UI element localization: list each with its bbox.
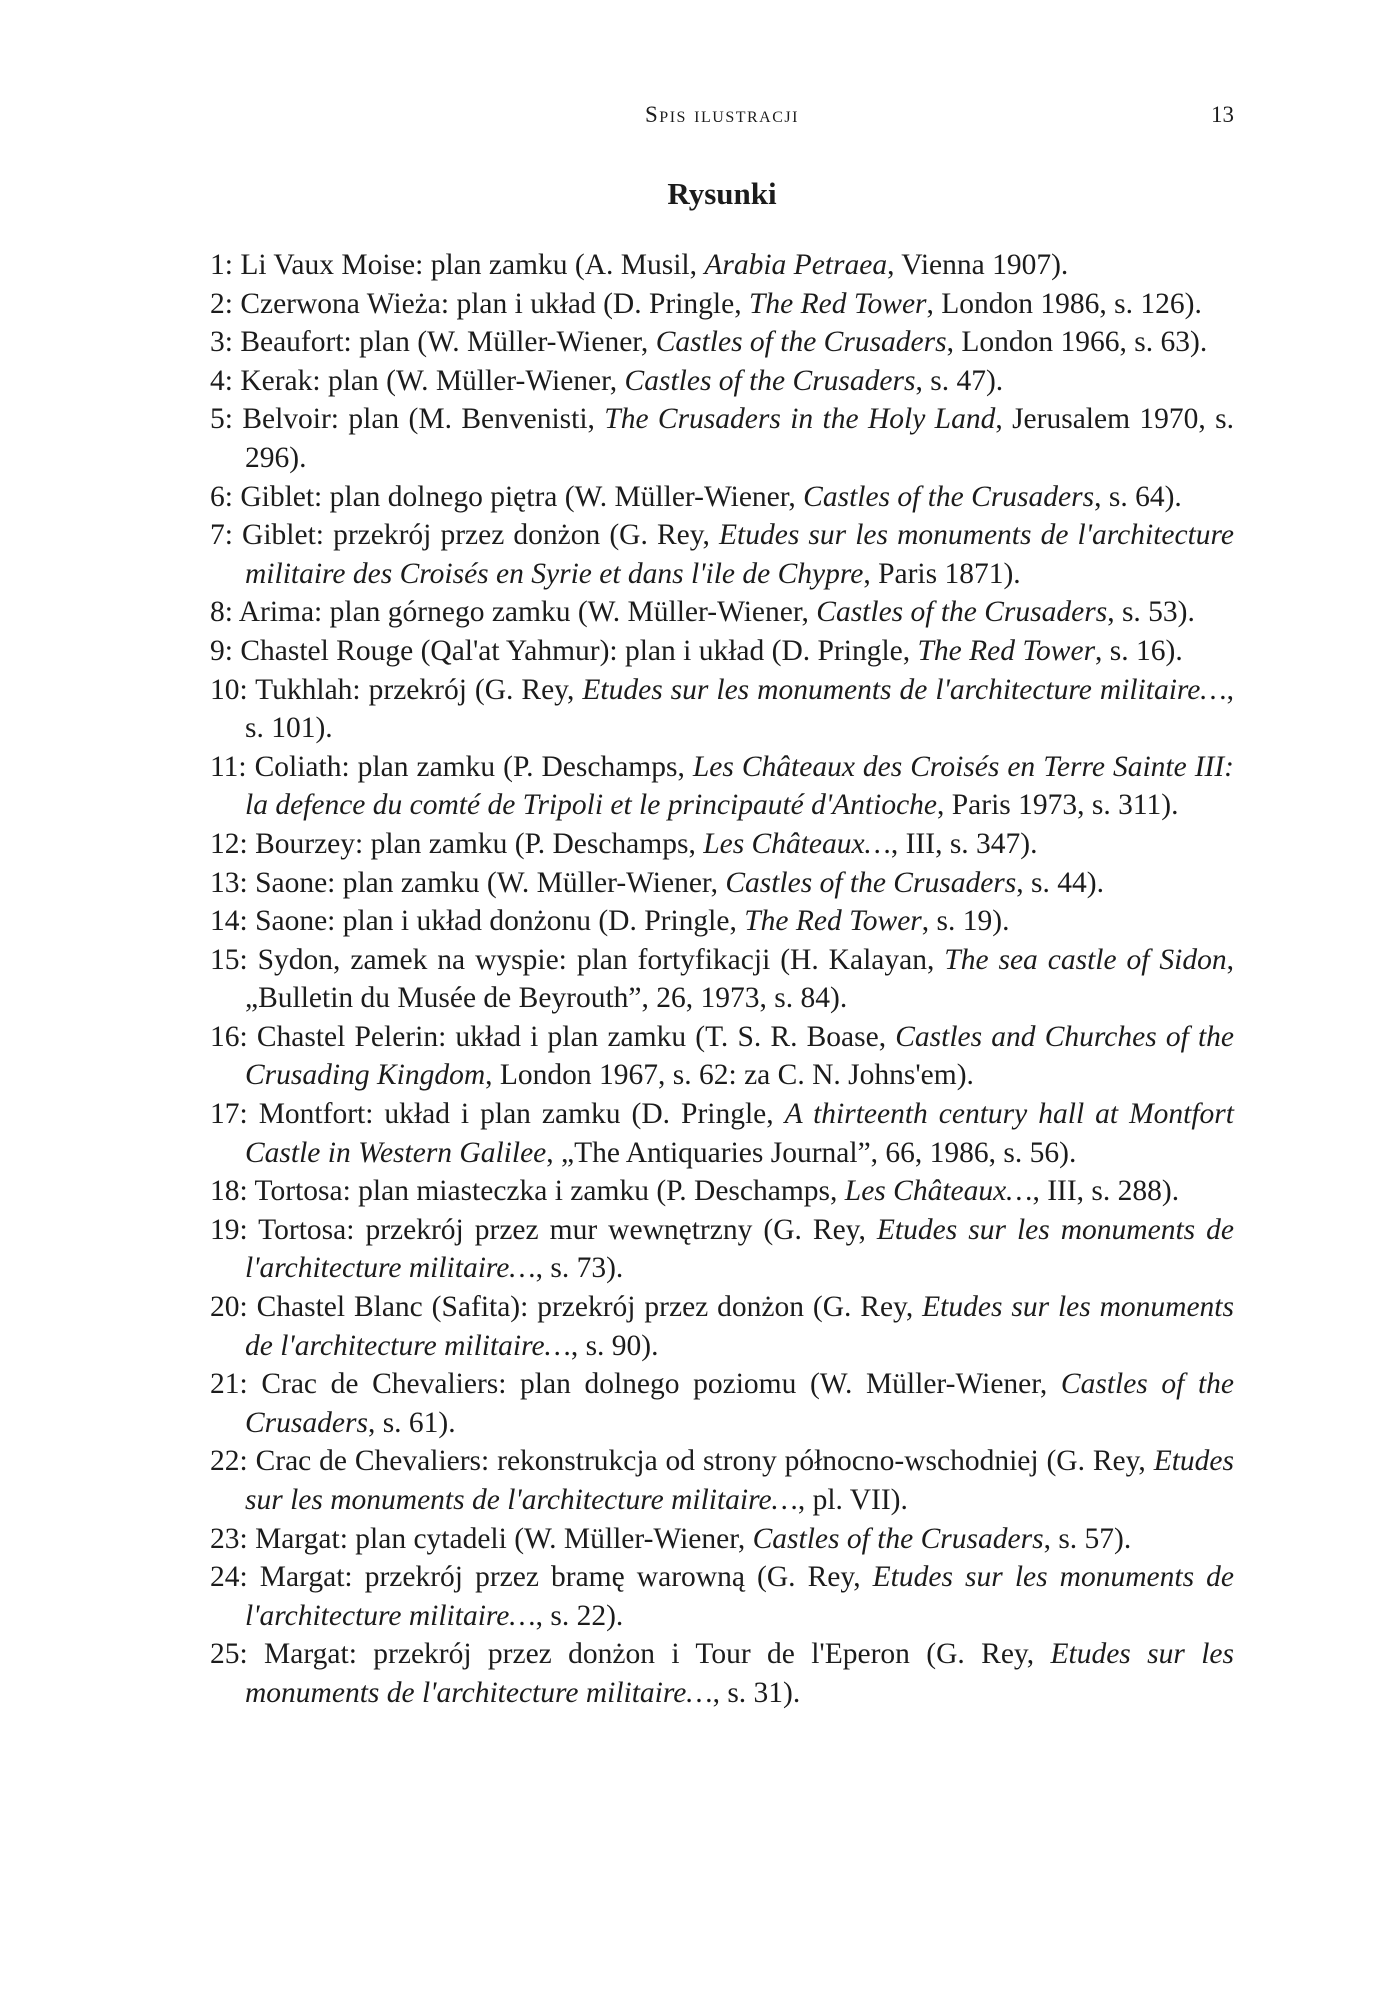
work-title: Castles of the Crusaders	[725, 866, 1017, 899]
entry-text: 10: Tukhlah: przekrój (G. Rey,	[210, 673, 583, 706]
work-title: Etudes sur les monuments de l'architecture militaire…	[245, 1445, 1234, 1516]
entry-text: 12: Bourzey: plan zamku (P. Deschamps,	[210, 827, 704, 860]
running-title: Spis ilustracji	[645, 102, 799, 127]
entry-text: , s. 61).	[367, 1406, 456, 1439]
list-item	[210, 285, 1234, 324]
work-title: Castles of the Crusaders	[624, 364, 916, 397]
list-item	[210, 362, 1234, 401]
work-title: Castles of the Crusaders	[245, 1368, 1235, 1439]
list-item	[210, 825, 1234, 864]
illustration-list	[210, 246, 1234, 1713]
list-item	[210, 632, 1234, 671]
list-item	[210, 1635, 1234, 1712]
entry-text: 3: Beaufort: plan (W. Müller-Wiener,	[210, 326, 656, 359]
entry-text: 1: Li Vaux Moise: plan zamku (A. Musil,	[210, 249, 705, 281]
running-header	[210, 102, 1234, 136]
entry-text: , s. 101).	[245, 673, 1234, 745]
work-title: Etudes sur les monuments de l'architecture militaire…	[245, 1213, 1234, 1285]
work-title: The Red Tower	[748, 287, 927, 320]
page-number: 13	[1211, 102, 1234, 127]
entry-text: 6: Giblet: plan dolnego piętra (W. Müller-Wiener,	[210, 480, 804, 513]
entry-text: , London 1967, s. 62: za C. N. Johns'em).	[485, 1059, 974, 1092]
entry-text: 24: Margat: przekrój przez bramę warowną (G. Rey,	[210, 1561, 873, 1594]
list-item	[210, 400, 1234, 477]
entry-text: , London 1986, s. 126).	[926, 287, 1202, 320]
work-title: The sea castle of Sidon	[944, 943, 1227, 976]
entry-text: , Paris 1871).	[863, 557, 1021, 590]
entry-text: , s. 90).	[570, 1329, 659, 1362]
list-item	[210, 748, 1234, 825]
work-title: Etudes sur les monuments de l'architecture militaire des Croisés en Syrie et dans l'ile de Chypre	[245, 519, 1234, 590]
entry-text: 16: Chastel Pelerin: układ i plan zamku (T. S. R. Boase,	[210, 1020, 896, 1053]
work-title: Arabia Petraea	[704, 249, 888, 281]
entry-text: , „Bulletin du Musée de Beyrouth”, 26, 1973, s. 84).	[245, 943, 1234, 1015]
list-item	[210, 1095, 1234, 1172]
entry-text: , s. 31).	[712, 1676, 801, 1709]
list-item	[210, 246, 1234, 285]
entry-text: , s. 44).	[1016, 866, 1104, 899]
work-title: Castles of the Crusaders	[655, 326, 947, 359]
entry-text: 22: Crac de Chevaliers: rekonstrukcja od strony północno-wschodniej (G. Rey,	[210, 1445, 1154, 1478]
list-item	[210, 516, 1234, 593]
work-title: Les Châteaux…	[844, 1175, 1033, 1208]
work-title: The Red Tower	[917, 634, 1096, 667]
list-item	[210, 864, 1234, 903]
entry-text: , s. 73).	[535, 1252, 624, 1285]
list-item	[210, 1365, 1234, 1442]
entry-text: , III, s. 288).	[1032, 1175, 1180, 1208]
entry-text: 8: Arima: plan górnego zamku (W. Müller-Wiener,	[210, 596, 817, 629]
entry-text: , pl. VII).	[797, 1484, 908, 1516]
work-title: Etudes sur les monuments de l'architecture militaire…	[245, 1561, 1234, 1632]
list-item	[210, 478, 1234, 517]
entry-text: , s. 47).	[915, 364, 1004, 397]
entry-text: , Vienna 1907).	[887, 249, 1069, 281]
work-title: The Crusaders in the Holy Land	[604, 403, 996, 436]
list-item	[210, 1520, 1234, 1559]
work-title: The Red Tower	[744, 905, 922, 938]
list-item	[210, 1442, 1234, 1519]
work-title: Etudes sur les monuments de l'architecture militaire…	[245, 1638, 1234, 1709]
entry-text: , Jerusalem 1970, s. 296).	[245, 403, 1235, 474]
work-title: Castles of the Crusaders	[752, 1522, 1044, 1555]
entry-text: , s. 53).	[1107, 596, 1195, 629]
entry-text: 19: Tortosa: przekrój przez mur wewnętrzny (G. Rey,	[210, 1213, 877, 1246]
entry-text: 23: Margat: plan cytadeli (W. Müller-Wiener,	[210, 1522, 753, 1555]
work-title: Etudes sur les monuments de l'architecture militaire…	[245, 1291, 1234, 1362]
entry-text: , s. 64).	[1094, 480, 1182, 513]
entry-text: 2: Czerwona Wieża: plan i układ (D. Pringle,	[210, 287, 749, 320]
entry-text: 7: Giblet: przekrój przez donżon (G. Rey,	[210, 519, 720, 552]
list-item	[210, 1172, 1234, 1211]
list-item	[210, 1211, 1234, 1288]
entry-text: 14: Saone: plan i układ donżonu (D. Pringle,	[210, 905, 745, 938]
list-item	[210, 671, 1234, 748]
entry-text: 18: Tortosa: plan miasteczka i zamku (P. Deschamps,	[210, 1175, 845, 1208]
work-title: Les Châteaux…	[703, 827, 891, 860]
entry-text: , III, s. 347).	[890, 827, 1038, 860]
entry-text: 9: Chastel Rouge (Qal'at Yahmur): plan i układ (D. Pringle,	[210, 634, 918, 667]
work-title: Etudes sur les monuments de l'architecture militaire…	[582, 673, 1227, 706]
entry-text: , Paris 1973, s. 311).	[937, 789, 1179, 822]
work-title: A thirteenth century hall at Montfort Castle in Western Galilee	[245, 1098, 1234, 1169]
entry-text: 17: Montfort: układ i plan zamku (D. Pringle,	[210, 1098, 785, 1131]
entry-text: 15: Sydon, zamek na wyspie: plan fortyfikacji (H. Kalayan,	[210, 943, 945, 976]
entry-text: , London 1966, s. 63).	[946, 326, 1208, 359]
work-title: Castles of the Crusaders	[803, 480, 1095, 513]
entry-text: 25: Margat: przekrój przez donżon i Tour de l'Eperon (G. Rey,	[210, 1638, 1051, 1671]
list-item	[210, 941, 1234, 1018]
list-item	[210, 1018, 1234, 1095]
entry-text: , s. 22).	[535, 1599, 624, 1632]
entry-text: 5: Belvoir: plan (M. Benvenisti,	[210, 403, 605, 436]
list-item	[210, 902, 1234, 941]
list-item	[210, 1558, 1234, 1635]
entry-text: 13: Saone: plan zamku (W. Müller-Wiener,	[210, 866, 726, 899]
work-title: Castles and Churches of the Crusading Kingdom	[245, 1020, 1234, 1092]
work-title: Castles of the Crusaders	[816, 596, 1108, 629]
list-item	[210, 323, 1234, 362]
list-item	[210, 593, 1234, 632]
section-heading: Rysunki	[667, 176, 777, 211]
entry-text: 11: Coliath: plan zamku (P. Deschamps,	[210, 750, 693, 783]
entry-text: , s. 16).	[1095, 634, 1183, 667]
work-title: Les Châteaux des Croisés en Terre Sainte III: la defence du comté de Tripoli et le principauté d'Antioche	[245, 750, 1234, 822]
entry-text: 20: Chastel Blanc (Safita): przekrój przez donżon (G. Rey,	[210, 1291, 923, 1324]
entry-text: , s. 19).	[921, 905, 1010, 938]
entry-text: , s. 57).	[1043, 1522, 1132, 1555]
entry-text: , „The Antiquaries Journal”, 66, 1986, s. 56).	[546, 1136, 1077, 1169]
entry-text: 4: Kerak: plan (W. Müller-Wiener,	[210, 364, 625, 397]
entry-text: 21: Crac de Chevaliers: plan dolnego poziomu (W. Müller-Wiener,	[210, 1368, 1061, 1401]
list-item	[210, 1288, 1234, 1365]
